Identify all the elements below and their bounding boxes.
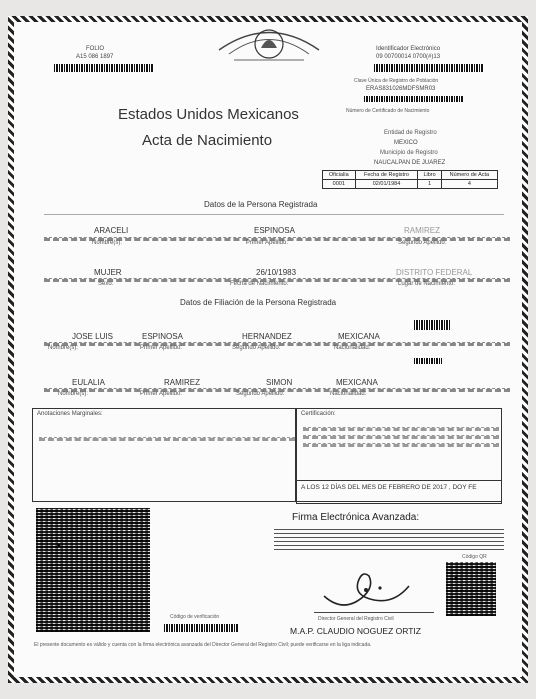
director-signature xyxy=(314,556,434,616)
registro-header: Libro xyxy=(418,171,441,180)
section-persona-title: Datos de la Persona Registrada xyxy=(204,200,318,209)
madre-ap1: RAMIREZ xyxy=(164,378,200,387)
director-name: M.A.P. CLAUDIO NOGUEZ ORTIZ xyxy=(290,626,421,636)
padre-nombre: JOSE LUIS xyxy=(72,332,113,341)
verificacion-barcode xyxy=(164,624,238,632)
certificacion-label: Certificación: xyxy=(301,411,336,417)
section-filiacion-title: Datos de Filiación de la Persona Registrada xyxy=(180,298,337,307)
coat-of-arms-icon xyxy=(214,20,324,68)
entidad-value: MEXICO xyxy=(394,140,418,146)
registro-header: Oficialía xyxy=(323,171,356,180)
padre-ap1: ESPINOSA xyxy=(142,332,183,341)
persona-nombre-label: Nombre(s): xyxy=(92,240,123,246)
identificador-label: Identificador Electrónico xyxy=(376,46,441,52)
madre-nac: MEXICANA xyxy=(336,378,378,387)
padre-ap1-label: Primer Apellido: xyxy=(140,345,183,351)
padre-ap2: HERNANDEZ xyxy=(242,332,292,341)
registro-header: Número de Acta xyxy=(441,171,497,180)
identificador-value: 09 00700014 0700(#)13 xyxy=(376,54,441,60)
curp-label: Clave Única de Registro de Población xyxy=(354,78,439,84)
folio-value: A15 086 1897 xyxy=(76,54,114,60)
codigo-qr-label: Código QR xyxy=(462,554,487,560)
persona-nombre: ARACELI xyxy=(94,226,129,235)
firma-title: Firma Electrónica Avanzada: xyxy=(292,512,420,523)
left-qr-code xyxy=(36,508,150,632)
birth-certificate-sheet xyxy=(8,16,528,683)
folio-barcode xyxy=(54,64,154,72)
padre-nac-label: Nacionalidad: xyxy=(334,345,371,351)
verificacion-label: Código de verificación xyxy=(170,614,220,620)
footer-legal-text: El presente documento es válido y cuenta con la firma electrónica avanzada del Director General del Registro Civil; puede verificarse en la liga indicada. xyxy=(34,642,372,648)
fecha-expedicion-box xyxy=(296,480,502,504)
municipio-label: Municipio de Registro xyxy=(380,150,438,156)
persona-ap1: ESPINOSA xyxy=(254,226,295,235)
padre-nombre-label: Nombre(s): xyxy=(48,345,79,351)
persona-fecha: 26/10/1983 xyxy=(256,268,297,277)
registro-cell: 4 xyxy=(441,180,497,189)
padre-nac: MEXICANA xyxy=(338,332,380,341)
anotaciones-label: Anotaciones Marginales: xyxy=(37,411,103,417)
municipio-value: NAUCALPAN DE JUAREZ xyxy=(374,160,446,166)
anotaciones-box xyxy=(32,408,296,502)
madre-nac-label: Nacionalidad: xyxy=(330,391,367,397)
padre-ap2-label: Segundo Apellido: xyxy=(232,345,281,351)
persona-fecha-label: Fecha de Nacimiento: xyxy=(230,281,289,287)
registro-table xyxy=(322,170,498,189)
country-title: Estados Unidos Mexicanos xyxy=(118,106,299,123)
persona-sexo: MUJER xyxy=(94,268,122,277)
registro-cell: 0001 xyxy=(323,180,356,189)
padre-stamp xyxy=(414,358,442,364)
fecha-expedicion: A LOS 12 DÍAS DEL MES DE FEBRERO DE 2017 , DOY FE xyxy=(301,484,477,491)
curp-barcode xyxy=(364,96,464,102)
madre-ap2: SIMON xyxy=(266,378,293,387)
persona-lugar-label: Lugar de Nacimiento: xyxy=(398,281,456,287)
madre-nombre-label: Nombre(s): xyxy=(58,391,89,397)
director-label: Director General del Registro Civil xyxy=(318,616,394,622)
firma-hash xyxy=(274,528,504,550)
registro-cell: 02/01/1984 xyxy=(355,180,418,189)
madre-ap2-label: Segundo Apellido: xyxy=(236,391,285,397)
persona-lugar: DISTRITO FEDERAL xyxy=(396,268,473,277)
right-qr-code xyxy=(446,562,496,616)
filiacion-stamp xyxy=(414,320,450,330)
persona-ap1-label: Primer Apellido: xyxy=(246,240,289,246)
entidad-label: Entidad de Registro xyxy=(384,130,437,136)
madre-nombre: EULALIA xyxy=(72,378,105,387)
persona-ap2-label: Segundo Apellido: xyxy=(398,240,447,246)
registro-header: Fecha de Registro xyxy=(355,171,418,180)
registro-cell: 1 xyxy=(418,180,441,189)
folio-nacimiento-label: Número de Certificado de Nacimiento xyxy=(346,108,430,114)
madre-ap1-label: Primer Apellido: xyxy=(140,391,183,397)
folio-label: FOLIO xyxy=(86,46,105,52)
curp-value: ERAS831026MDFSMR03 xyxy=(366,86,436,92)
persona-ap2: RAMIREZ xyxy=(404,226,440,235)
document-title: Acta de Nacimiento xyxy=(142,132,273,149)
identificador-barcode xyxy=(374,64,484,72)
persona-sexo-label: Sexo: xyxy=(98,281,114,287)
